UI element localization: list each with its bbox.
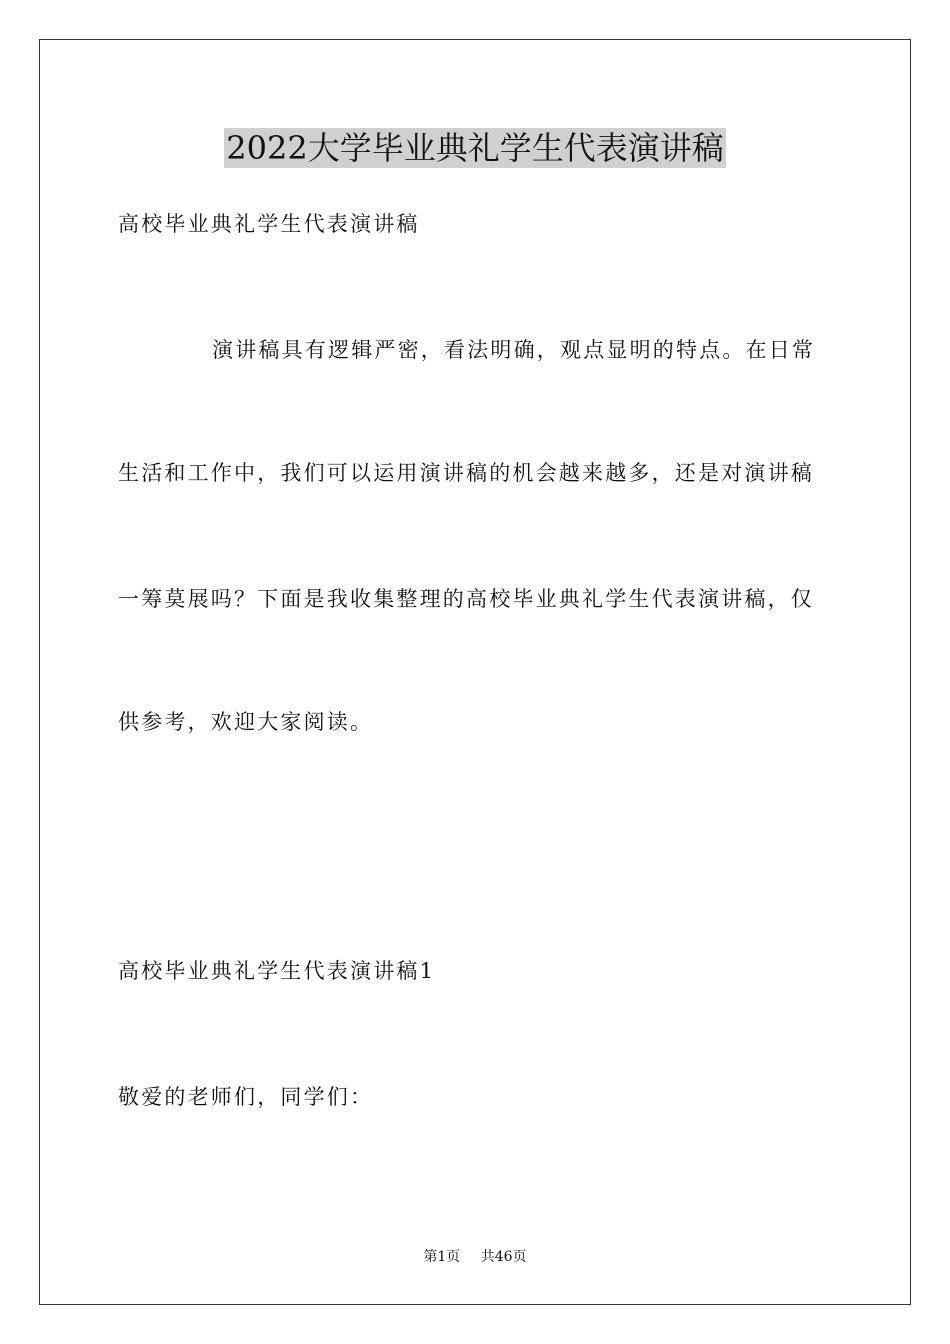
intro-line-1: 演讲稿具有逻辑严密，看法明确，观点显明的特点。在日常 [212,338,816,362]
intro-line-3: 一筹莫展吗？下面是我收集整理的高校毕业典礼学生代表演讲稿，仅 [118,587,814,611]
page-number: 第1页 [423,1249,461,1265]
section-heading: 高校毕业典礼学生代表演讲稿1 [118,959,436,983]
document-subtitle: 高校毕业典礼学生代表演讲稿 [118,212,420,236]
salutation: 敬爱的老师们，同学们： [118,1085,374,1109]
document-title: 2022大学毕业典礼学生代表演讲稿 [226,129,724,167]
intro-line-4: 供参考，欢迎大家阅读。 [118,710,374,734]
page-total: 共46页 [480,1249,527,1265]
title-container [0,128,950,168]
page-footer [0,1248,950,1266]
intro-line-2: 生活和工作中，我们可以运用演讲稿的机会越来越多，还是对演讲稿 [118,461,814,485]
